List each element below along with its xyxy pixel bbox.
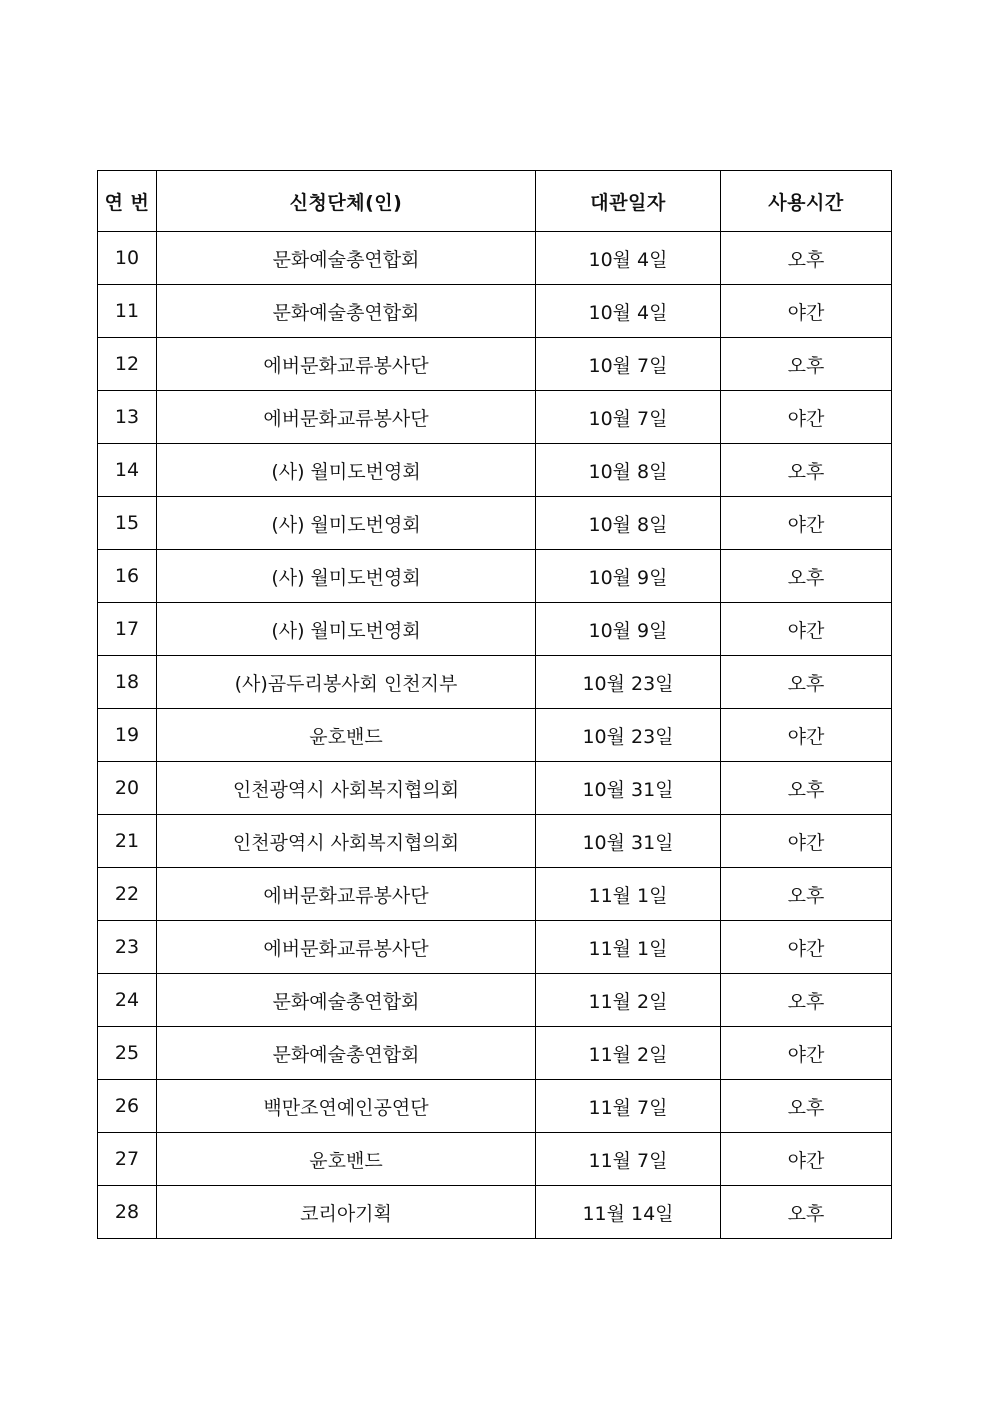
header-row [98, 171, 892, 232]
cell-time: 오후 [721, 1080, 892, 1133]
cell-no: 20 [98, 762, 157, 815]
table-row [98, 709, 892, 762]
table-row [98, 285, 892, 338]
cell-date: 11월 1일 [536, 868, 721, 921]
cell-no: 25 [98, 1027, 157, 1080]
cell-date: 10월 23일 [536, 709, 721, 762]
cell-no: 18 [98, 656, 157, 709]
cell-date: 10월 4일 [536, 285, 721, 338]
cell-date: 11월 14일 [536, 1186, 721, 1239]
cell-time: 야간 [721, 497, 892, 550]
table-row [98, 1186, 892, 1239]
table-row [98, 868, 892, 921]
header-time: 사용시간 [721, 171, 892, 232]
cell-no: 13 [98, 391, 157, 444]
cell-date: 10월 8일 [536, 444, 721, 497]
table-row [98, 550, 892, 603]
table-body [98, 232, 892, 1239]
cell-date: 11월 2일 [536, 974, 721, 1027]
cell-no: 19 [98, 709, 157, 762]
table-row [98, 656, 892, 709]
cell-date: 10월 9일 [536, 603, 721, 656]
table-row [98, 1027, 892, 1080]
cell-date: 11월 7일 [536, 1080, 721, 1133]
cell-time: 오후 [721, 974, 892, 1027]
cell-date: 10월 8일 [536, 497, 721, 550]
cell-no: 10 [98, 232, 157, 285]
cell-no: 17 [98, 603, 157, 656]
cell-no: 28 [98, 1186, 157, 1239]
cell-applicant: 윤호밴드 [157, 1133, 536, 1186]
cell-no: 14 [98, 444, 157, 497]
cell-time: 야간 [721, 285, 892, 338]
header-applicant: 신청단체(인) [157, 171, 536, 232]
cell-time: 오후 [721, 656, 892, 709]
cell-time: 오후 [721, 868, 892, 921]
cell-applicant: 인천광역시 사회복지협의회 [157, 762, 536, 815]
cell-applicant: (사) 월미도번영회 [157, 497, 536, 550]
cell-applicant: 에버문화교류봉사단 [157, 921, 536, 974]
table-row [98, 232, 892, 285]
cell-time: 오후 [721, 762, 892, 815]
cell-no: 11 [98, 285, 157, 338]
cell-time: 야간 [721, 709, 892, 762]
cell-no: 21 [98, 815, 157, 868]
cell-time: 야간 [721, 921, 892, 974]
cell-applicant: (사) 월미도번영회 [157, 444, 536, 497]
cell-applicant: 인천광역시 사회복지협의회 [157, 815, 536, 868]
cell-date: 11월 2일 [536, 1027, 721, 1080]
cell-date: 10월 31일 [536, 815, 721, 868]
table-row [98, 444, 892, 497]
cell-no: 16 [98, 550, 157, 603]
table-row [98, 497, 892, 550]
cell-no: 15 [98, 497, 157, 550]
cell-date: 10월 9일 [536, 550, 721, 603]
cell-time: 오후 [721, 550, 892, 603]
cell-time: 야간 [721, 603, 892, 656]
cell-applicant: (사) 월미도번영회 [157, 603, 536, 656]
cell-date: 10월 31일 [536, 762, 721, 815]
cell-date: 11월 1일 [536, 921, 721, 974]
cell-applicant: (사)곰두리봉사회 인천지부 [157, 656, 536, 709]
cell-no: 22 [98, 868, 157, 921]
cell-time: 야간 [721, 1027, 892, 1080]
cell-applicant: 문화예술총연합회 [157, 974, 536, 1027]
table-row [98, 1133, 892, 1186]
cell-time: 야간 [721, 815, 892, 868]
header-date: 대관일자 [536, 171, 721, 232]
cell-applicant: 문화예술총연합회 [157, 285, 536, 338]
table-row [98, 391, 892, 444]
cell-applicant: (사) 월미도번영회 [157, 550, 536, 603]
cell-applicant: 에버문화교류봉사단 [157, 868, 536, 921]
cell-date: 10월 7일 [536, 391, 721, 444]
cell-time: 오후 [721, 1186, 892, 1239]
cell-time: 오후 [721, 444, 892, 497]
cell-time: 오후 [721, 338, 892, 391]
rental-schedule-table [97, 170, 892, 1239]
cell-applicant: 윤호밴드 [157, 709, 536, 762]
cell-time: 야간 [721, 391, 892, 444]
cell-applicant: 에버문화교류봉사단 [157, 338, 536, 391]
cell-applicant: 백만조연예인공연단 [157, 1080, 536, 1133]
table-header [98, 171, 892, 232]
cell-no: 26 [98, 1080, 157, 1133]
cell-no: 24 [98, 974, 157, 1027]
table-row [98, 338, 892, 391]
table-row [98, 762, 892, 815]
table-row [98, 603, 892, 656]
cell-no: 23 [98, 921, 157, 974]
table-row [98, 974, 892, 1027]
cell-date: 10월 7일 [536, 338, 721, 391]
cell-applicant: 문화예술총연합회 [157, 232, 536, 285]
header-no: 연 번 [98, 171, 157, 232]
table-row [98, 815, 892, 868]
cell-time: 오후 [721, 232, 892, 285]
cell-no: 12 [98, 338, 157, 391]
cell-applicant: 코리아기획 [157, 1186, 536, 1239]
table-row [98, 921, 892, 974]
cell-no: 27 [98, 1133, 157, 1186]
cell-applicant: 문화예술총연합회 [157, 1027, 536, 1080]
cell-date: 10월 4일 [536, 232, 721, 285]
cell-date: 10월 23일 [536, 656, 721, 709]
table-row [98, 1080, 892, 1133]
cell-applicant: 에버문화교류봉사단 [157, 391, 536, 444]
cell-time: 야간 [721, 1133, 892, 1186]
cell-date: 11월 7일 [536, 1133, 721, 1186]
